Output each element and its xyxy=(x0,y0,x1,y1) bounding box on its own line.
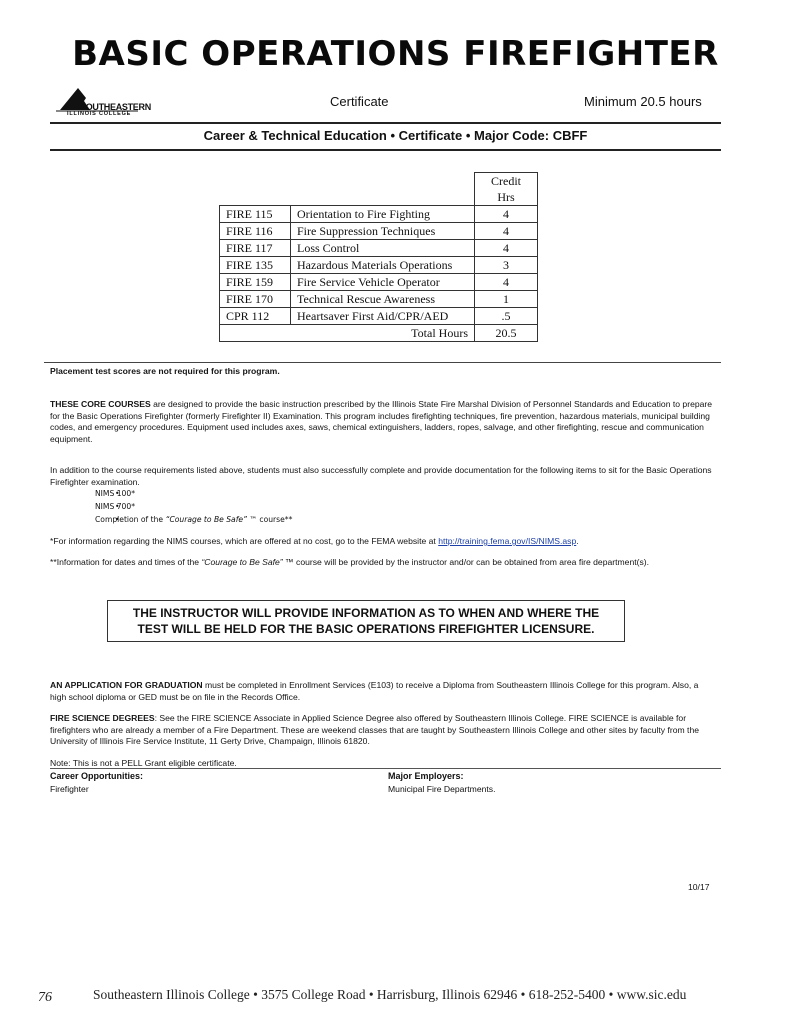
placement-note: Placement test scores are not required for this program. xyxy=(50,366,280,376)
fema-nims-link[interactable]: http://training.fema.gov/IS/NIMS.asp xyxy=(438,536,577,546)
notice-line-1: THE INSTRUCTOR WILL PROVIDE INFORMATION AS TO WHEN AND WHERE THE xyxy=(132,606,600,620)
total-row xyxy=(220,325,538,342)
course-name: Fire Service Vehicle Operator xyxy=(291,274,475,291)
minimum-hours: Minimum 20.5 hours xyxy=(584,94,702,109)
course-hours: 4 xyxy=(475,223,538,240)
course-hours: 1 xyxy=(475,291,538,308)
course-hours: 4 xyxy=(475,240,538,257)
course-hours: .5 xyxy=(475,308,538,325)
course-name: Fire Suppression Techniques xyxy=(291,223,475,240)
award-type: Certificate xyxy=(330,94,389,109)
program-divider xyxy=(50,149,721,151)
logo-subtitle: ILLINOIS COLLEGE xyxy=(67,111,132,117)
footer-address: Southeastern Illinois College • 3575 College Road • Harrisburg, Illinois 62946 • 618-252-5400 • www.sic.edu xyxy=(93,987,687,1002)
core-courses-paragraph xyxy=(50,399,716,445)
course-hours: 4 xyxy=(475,274,538,291)
course-name: Hazardous Materials Operations xyxy=(291,257,475,274)
course-code: FIRE 116 xyxy=(220,223,291,240)
course-name: Technical Rescue Awareness xyxy=(291,291,475,308)
page-number: 76 xyxy=(38,990,52,1005)
credit-hours-header: Credit Hrs xyxy=(475,173,538,206)
table-row xyxy=(220,240,538,257)
list-item: • NIMS 700* xyxy=(95,500,292,513)
core-courses-text: are designed to provide the basic instruction prescribed by the Illinois State Fire Marshal Division of Personnel Standards and Education to prepare for the Basic Operations Firefighter (formerly Firefighter II) Examination. This program includes firefighting techniques, fire prevention, hazardous materials, municipal building codes, and emergency procedures. Equipment used includes axes, saws, chemical extinguishers, ladders, ropes, salvage, and other firefighting, rescue and communication equipment. xyxy=(50,399,713,444)
list-item: • NIMS 100* xyxy=(95,487,292,500)
courage-info: **Information for dates and times of the “Courage to Be Safe” ™ course will be provided by the instructor and/or can be obtained from area fire department(s). xyxy=(50,557,650,567)
course-code: FIRE 159 xyxy=(220,274,291,291)
total-value: 20.5 xyxy=(475,325,538,342)
table-row xyxy=(220,257,538,274)
course-name: Loss Control xyxy=(291,240,475,257)
total-label: Total Hours xyxy=(220,325,475,342)
course-hours: 4 xyxy=(475,206,538,223)
requirements-intro: In addition to the course requirements listed above, students must also successfully complete and provide documentation for the following items to sit for the Basic Operations Firefighter examination. xyxy=(50,465,712,487)
course-code: FIRE 170 xyxy=(220,291,291,308)
header-divider xyxy=(50,122,721,124)
notice-line-2: TEST WILL BE HELD FOR THE BASIC OPERATIONS FIREFIGHTER LICENSURE. xyxy=(137,622,595,636)
nims-info: *For information regarding the NIMS courses, which are offered at no cost, go to the FEMA website at http://training.fema.gov/IS/NIMS.asp. xyxy=(50,536,579,546)
course-name: Orientation to Fire Fighting xyxy=(291,206,475,223)
requirements-list xyxy=(50,487,292,526)
table-row xyxy=(220,223,538,240)
list-item: • Completion of the “Courage to Be Safe” ™ course** xyxy=(95,513,292,526)
logo-name: SOUTHEASTERN xyxy=(80,102,151,112)
graduation-lead: AN APPLICATION FOR GRADUATION xyxy=(50,680,203,690)
course-name: Heartsaver First Aid/CPR/AED xyxy=(291,308,475,325)
careers-divider xyxy=(50,768,721,769)
page-title: BASIC OPERATIONS FIREFIGHTER xyxy=(72,34,719,74)
table-row xyxy=(220,308,538,325)
fire-science-paragraph: FIRE SCIENCE DEGREES: See the FIRE SCIENCE Associate in Applied Science Degree also offered by Southeastern Illinois College. FIRE SCIENCE is available for firefighters who are already a member of a Fire Department. These are weekend classes that are taught by Southeastern Illinois College and other sites by faculty from the University of Illinois Fire Service Institute, 11 Gerty Drive, Champaign, Illinois 61820. xyxy=(50,713,700,747)
career-opportunities-value: Firefighter xyxy=(50,784,89,794)
core-courses-lead: THESE CORE COURSES xyxy=(50,399,151,409)
table-header-row xyxy=(220,173,538,206)
course-code: CPR 112 xyxy=(220,308,291,325)
table-row xyxy=(220,291,538,308)
instructor-notice xyxy=(107,600,625,642)
career-opportunities-heading: Career Opportunities: xyxy=(50,771,144,781)
graduation-paragraph: AN APPLICATION FOR GRADUATION must be completed in Enrollment Services (E103) to receive a Diploma from Southeastern Illinois College for this program. Also, a high school diploma or GED must be on file in the Records Office. xyxy=(50,680,699,702)
fire-science-lead: FIRE SCIENCE DEGREES xyxy=(50,713,155,723)
major-employers-heading: Major Employers: xyxy=(388,771,464,781)
course-code: FIRE 115 xyxy=(220,206,291,223)
pell-note: Note: This is not a PELL Grant eligible certificate. xyxy=(50,758,237,768)
course-code: FIRE 135 xyxy=(220,257,291,274)
course-code: FIRE 117 xyxy=(220,240,291,257)
course-hours: 3 xyxy=(475,257,538,274)
section-divider xyxy=(44,362,721,363)
revision-date: 10/17 xyxy=(688,882,710,892)
table-row xyxy=(220,274,538,291)
major-employers-value: Municipal Fire Departments. xyxy=(388,784,496,794)
course-table xyxy=(219,172,538,342)
program-line: Career & Technical Education • Certificate • Major Code: CBFF xyxy=(203,128,588,143)
table-row xyxy=(220,206,538,223)
